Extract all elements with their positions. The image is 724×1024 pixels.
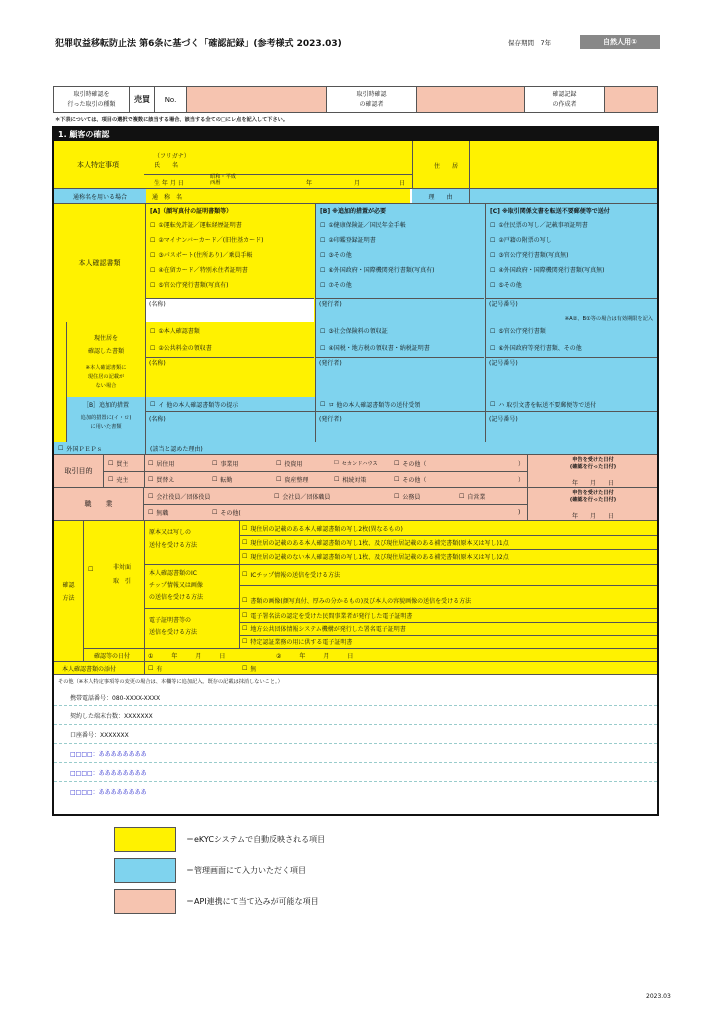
purpose-paren-1: ） (518, 460, 525, 468)
other-phone-line[interactable]: 携帯電話番号：080-XXXX-XXXX (70, 694, 161, 702)
attach-label: 本人確認書類の添付 (62, 665, 117, 673)
purpose-paren-2: ） (518, 476, 525, 484)
other-account-line[interactable]: 口座番号：XXXXXXX (70, 731, 129, 739)
other-block (54, 675, 657, 814)
number-label: No. (154, 87, 186, 112)
other-devices-line[interactable]: 契約した端末台数：XXXXXXX (70, 712, 153, 720)
residence-block (54, 322, 657, 397)
birth-label: 生 年 月 日 (154, 180, 184, 187)
job-paren: ) (518, 508, 521, 516)
docs-c-header: [C] ※取引関係文書を転送不要郵便等で送付 (490, 208, 610, 215)
residence-col-c (486, 322, 657, 397)
alias-row (54, 189, 657, 204)
purpose-buyer-checkbox[interactable]: ☐ 買主 (108, 457, 128, 469)
occupation-block (54, 488, 657, 521)
residence-b-1-checkbox[interactable]: ☐ ③社会保険料の領収証 (316, 326, 485, 335)
purpose-replace-checkbox[interactable]: ☐ 買替え (148, 473, 174, 485)
purpose-label: 取引目的 (54, 455, 104, 487)
birth-day-label: 日 (399, 180, 406, 187)
residence-c-1-checkbox[interactable]: ☐ ⑤官公庁発行書類 (486, 326, 657, 335)
method-g2-label: 本人確認書類のIC チップ情報又は画像 の送信を受ける方法 (149, 570, 204, 601)
purpose-residence-checkbox[interactable]: ☐ 居住用 (148, 457, 174, 469)
furigana-label: （フリガナ） (154, 153, 190, 160)
doc-b-2-checkbox[interactable]: ☐ ②印鑑登録証明書 (316, 235, 485, 244)
method-g1-1-checkbox[interactable]: ☐ 現住居の記載のある本人確認書類の写し2枚(異なるもの) (242, 522, 403, 535)
method-g2-1-checkbox[interactable]: ☐ ICチップ情報の送信を受ける方法 (242, 567, 340, 581)
docs-a-header: [A]（顔写真付の証明書類等） (150, 208, 233, 215)
doc-b-3-checkbox[interactable]: ☐ ③その他 (316, 250, 485, 259)
additional-issuer-field[interactable]: (発行者) (316, 412, 486, 442)
transaction-type-label: 取引時確認を 行った取引の種類 (67, 90, 116, 108)
peps-reason-field[interactable]: (該当と認めた理由) (146, 442, 657, 454)
method-g3-2-checkbox[interactable]: ☐ 地方公共団体情報システム機構が発行した署名電子証明書 (242, 622, 406, 635)
residence-c-2-checkbox[interactable]: ☐ ⑥外国政府等発行書類、その他 (486, 343, 657, 352)
purpose-second-house-checkbox[interactable]: ☐ セカンドハウス (334, 457, 378, 469)
birth-year-label: 年 (306, 180, 313, 187)
transaction-header-row (53, 86, 658, 113)
docs-b-header: [B] ※追加的措置が必要 (320, 208, 386, 215)
alias-field[interactable]: 通 称 名 (146, 189, 410, 203)
doc-c-2-checkbox[interactable]: ☐ ②戸籍の附票の写し (486, 235, 657, 244)
doc-c-3-checkbox[interactable]: ☐ ③官公庁発行書類(写真無) (486, 250, 657, 259)
doc-a-5-checkbox[interactable]: ☐ ⑤官公庁発行書類(写真有) (146, 280, 315, 289)
doc-a-1-checkbox[interactable]: ☐ ①運転免許証／運転経歴証明書 (146, 220, 315, 229)
job-unemployed-checkbox[interactable]: ☐ 無職 (148, 506, 168, 518)
additional-ha-checkbox[interactable]: ☐ ハ 取引文書を転送不要郵便等で送付 (490, 397, 596, 411)
transaction-sale-label: 売買 (129, 87, 154, 112)
residence-b-2-checkbox[interactable]: ☐ ④国税・地方税の領収書・納税証明書 (316, 343, 485, 352)
name-label: 氏 名 (154, 162, 179, 169)
additional-name-field[interactable]: (名称) (146, 412, 316, 442)
other-custom-line-3[interactable]: □□□□：ああああああああ (70, 788, 147, 796)
page-title: 犯罪収益移転防止法 第6条に基づく「確認記録」(参考様式 2023.03) (55, 39, 342, 49)
confirmer-field[interactable] (416, 87, 524, 112)
residence-c-record-field[interactable]: (記号番号) (486, 357, 657, 397)
id-documents-block (54, 204, 657, 322)
occupation-label: 職 業 (54, 488, 144, 520)
residence-note: ※本人確認書類に 現住居の記載が ない場合 (85, 365, 127, 389)
doc-c-4-checkbox[interactable]: ☐ ④外国政府・国際機関発行書類(写真無) (486, 265, 657, 274)
purpose-report-date-label: 申告を受けた日付 (確認を行った日付) (569, 457, 617, 470)
section-title: 1. 顧客の確認 (54, 128, 657, 141)
doc-c-5-checkbox[interactable]: ☐ ⑤その他 (486, 280, 657, 289)
alias-reason-field[interactable] (469, 189, 657, 203)
purpose-investment-checkbox[interactable]: ☐ 投資用 (276, 457, 302, 469)
address-label: 住 居 (434, 163, 459, 170)
docs-a-name-field[interactable]: (名称) (146, 298, 314, 322)
job-employee-checkbox[interactable]: ☐ 会社員／団体職員 (274, 490, 330, 502)
creator-field[interactable] (604, 87, 657, 112)
residence-label: 現住居を 確認した書類 (87, 335, 124, 355)
legend-swatch-blue (114, 858, 176, 883)
purpose-inheritance-checkbox[interactable]: ☐ 相続対策 (334, 473, 366, 485)
doc-a-3-checkbox[interactable]: ☐ ③パスポート(住所あり)／乗員手帳 (146, 250, 315, 259)
method-g1-label: 原本又は写しの 送付を受ける方法 (149, 529, 198, 549)
peps-checkbox[interactable]: ☐ 外国ＰＥＰｓ (54, 442, 146, 454)
identity-block (54, 141, 657, 189)
job-report-date-label: 申告を受けた日付 (確認を行った日付) (569, 490, 617, 503)
customer-confirmation-table (52, 126, 659, 816)
residence-b-issuer-field[interactable]: (発行者) (316, 357, 484, 397)
purpose-business-checkbox[interactable]: ☐ 事業用 (212, 457, 238, 469)
doc-a-2-checkbox[interactable]: ☐ ②マイナンバーカード／(旧住基カード) (146, 235, 315, 244)
purpose-report-date-field[interactable]: 年 月 日 (571, 480, 614, 487)
birth-month-label: 月 (354, 180, 361, 187)
form-type-badge: 自然人用① (580, 35, 660, 49)
nonface-label: 非対面 取 引 (112, 564, 131, 585)
other-header: その他（※本人特定事項等の変更の場合は、本欄等に追加記入。既存の記載は抹消しないこと。） (58, 678, 283, 685)
job-civil-servant-checkbox[interactable]: ☐ 公務員 (394, 490, 420, 502)
method-g3-label: 電子証明書等の 送信を受ける方法 (149, 617, 198, 636)
legend-text-pink: ＝API連携にて当て込みが可能な項目 (186, 897, 319, 906)
attach-row (54, 662, 657, 675)
doc-b-5-checkbox[interactable]: ☐ ⑦その他 (316, 280, 485, 289)
method-g1-3-checkbox[interactable]: ☐ 現住居の記載のない本人確認書類の写し1枚、及び現住居記載のある補完書類(原本又は写し)2点 (242, 550, 509, 563)
residence-col-b (316, 322, 486, 397)
docs-col-c (486, 204, 657, 322)
purpose-block (54, 455, 657, 488)
peps-row (54, 442, 657, 455)
additional-options-row (146, 397, 657, 412)
job-other-checkbox[interactable]: ☐ その他( (212, 506, 241, 518)
attach-no-checkbox[interactable]: ☐ 無 (242, 662, 256, 674)
method-label: 確認 方法 (54, 521, 84, 662)
method-g3-3-checkbox[interactable]: ☐ 特定認証業務の用に供する電子証明書 (242, 635, 352, 648)
legend-swatch-pink (114, 889, 176, 914)
additional-i-checkbox[interactable]: ☐ イ 他の本人確認書類等の提示 (150, 397, 238, 411)
residence-label-cell (66, 322, 146, 397)
purpose-asset-checkbox[interactable]: ☐ 資産整理 (276, 473, 308, 485)
legend-text-yellow: ＝eKYCシステムで自動反映される項目 (186, 835, 326, 844)
method-date-2-field[interactable]: ② 年 月 日 (276, 653, 354, 660)
creator-label: 確認記録 の作成者 (524, 87, 604, 112)
method-g3-1-checkbox[interactable]: ☐ 電子署名法の認定を受けた民間事業者が発行した電子証明書 (242, 609, 412, 622)
other-custom-line-1[interactable]: □□□□：ああああああああ (70, 750, 147, 758)
color-legend (114, 827, 514, 917)
purpose-transfer-checkbox[interactable]: ☐ 転勤 (212, 473, 232, 485)
method-date-1-field[interactable]: ① 年 月 日 (148, 653, 226, 660)
residence-a-1-checkbox[interactable]: ☐ ①本人確認書類 (146, 326, 315, 335)
residence-a-name-field[interactable]: (名称) (146, 357, 314, 397)
additional-docs-label: 追加的措置に(イ・ロ) に用いた書類 (80, 415, 132, 430)
residence-col-a (146, 322, 316, 397)
docs-col-a (146, 204, 316, 322)
additional-block (54, 397, 657, 442)
era-label: 昭和・平成 西暦 (210, 174, 236, 186)
docs-b-issuer-field[interactable]: (発行者) (316, 298, 484, 322)
legend-text-blue: ＝管理画面にて入力いただく項目 (186, 866, 306, 875)
docs-expiry-note: ※A②、B①等の場合は有効期限を記入 (564, 316, 653, 322)
identity-label: 本人特定事項 (77, 161, 119, 169)
legend-swatch-yellow (114, 827, 176, 852)
alias-reason-label: 理 由 (412, 189, 469, 203)
doc-c-1-checkbox[interactable]: ☐ ①住民票の写し／記載事項証明書 (486, 220, 657, 229)
doc-a-4-checkbox[interactable]: ☐ ④在留カード／特別永住者証明書 (146, 265, 315, 274)
doc-b-1-checkbox[interactable]: ☐ ①健康保険証／国民年金手帳 (316, 220, 485, 229)
additional-label-cell (66, 397, 146, 442)
id-documents-label: 本人確認書類 (54, 204, 146, 322)
purpose-other-1-checkbox[interactable]: ☐ その他（ (394, 457, 426, 469)
retention-period: 保存期間 7年 (508, 39, 552, 47)
job-self-employed-checkbox[interactable]: ☐ 自営業 (459, 490, 485, 502)
residence-a-2-checkbox[interactable]: ☐ ②公共料金の領収書 (146, 343, 315, 352)
docs-col-b (316, 204, 486, 322)
footer-version: 2023.03 (646, 993, 671, 1000)
instruction-note: ＊下表については、項目の選択で複数に該当する場合、該当する全ての□にレ点を記入して下さい。 (55, 117, 289, 123)
method-block (54, 521, 657, 662)
additional-record-field[interactable]: (記号番号) (486, 412, 657, 442)
purpose-seller-checkbox[interactable]: ☐ 売主 (108, 473, 128, 485)
method-g2-2-checkbox[interactable]: ☐ 書類の画像(顔写真付、厚みの分かるもの)及び本人の容貌画像の送信を受ける方法 (242, 593, 471, 607)
confirmer-label: 取引時確認 の確認者 (326, 87, 416, 112)
job-report-date-field[interactable]: 年 月 日 (571, 513, 614, 520)
number-field[interactable] (186, 87, 326, 112)
purpose-other-2-checkbox[interactable]: ☐ その他（ (394, 473, 426, 485)
additional-ro-checkbox[interactable]: ☐ ロ 他の本人確認書類等の送付受領 (320, 397, 420, 411)
doc-b-4-checkbox[interactable]: ☐ ⑥外国政府・国際機関発行書類(写真有) (316, 265, 485, 274)
other-custom-line-2[interactable]: □□□□：ああああああああ (70, 769, 147, 777)
docs-c-record-field[interactable]: (記号番号) (486, 298, 657, 322)
job-executive-checkbox[interactable]: ☐ 会社役員／団体役員 (148, 490, 210, 502)
additional-label: ［B］追加的措置 (82, 402, 130, 409)
method-date-label: 確認等の日付 (94, 653, 131, 660)
attach-yes-checkbox[interactable]: ☐ 有 (148, 662, 162, 674)
nonface-checkbox[interactable] (88, 566, 96, 573)
alias-label: 通称名を用いる場合 (54, 189, 146, 203)
method-g1-2-checkbox[interactable]: ☐ 現住居の記載のある本人確認書類の写し1枚、及び現住居記載のある補完書類(原本又は写し)1点 (242, 536, 509, 549)
